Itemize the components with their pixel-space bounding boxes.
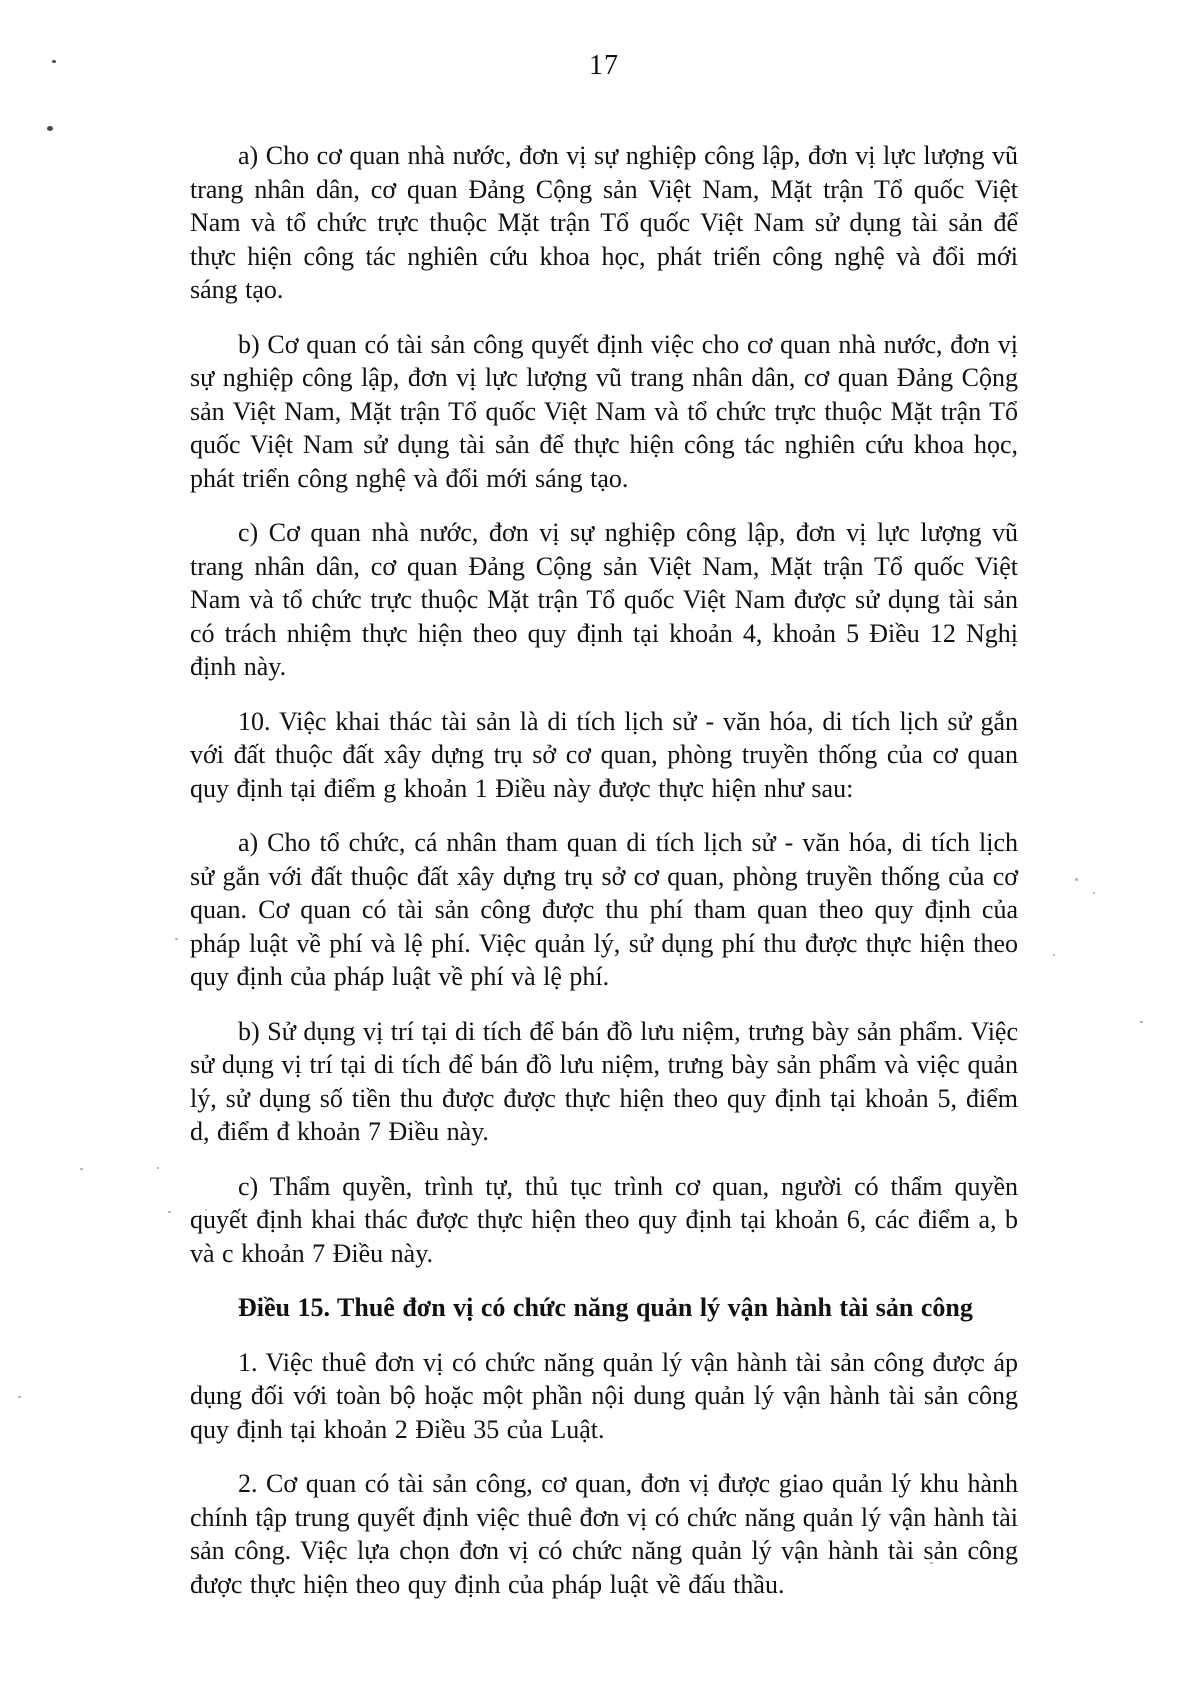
scan-speck bbox=[1075, 878, 1078, 881]
document-body bbox=[190, 139, 1018, 1622]
paragraph-point-c-authority-procedure: c) Thẩm quyền, trình tự, thủ tục trình cơ quan, người có thẩm quyền quyết định khai thác được thực hiện theo quy định tại khoản 6, các điểm a, b và c khoản 7 Điều này. bbox=[190, 1171, 1018, 1268]
scan-speck bbox=[157, 1167, 159, 1169]
scan-speck bbox=[80, 1168, 83, 1170]
paragraph-point-a-research-use: a) Cho cơ quan nhà nước, đơn vị sự nghiệp công lập, đơn vị lực lượng vũ trang nhân dân, cơ quan Đảng Cộng sản Việt Nam, Mặt trận Tổ quốc Việt Nam và tổ chức trực thuộc Mặt trận Tổ quốc Việt Nam sử dụng tài sản để thực hiện công tác nghiên cứu khoa học, phát triển công nghệ và đổi mới sáng tạo. bbox=[190, 141, 1018, 304]
scan-speck bbox=[47, 126, 53, 131]
scan-speck bbox=[1140, 1021, 1143, 1023]
scan-speck bbox=[52, 60, 56, 63]
scan-speck bbox=[175, 938, 178, 940]
paragraph-clause-1-hiring-scope: 1. Việc thuê đơn vị có chức năng quản lý vận hành tài sản công được áp dụng đối với toàn bộ hoặc một phần nội dung quản lý vận hành tài sản công quy định tại khoản 2 Điều 35 của Luật. bbox=[190, 1347, 1018, 1444]
scan-speck bbox=[205, 1209, 207, 1211]
scan-speck bbox=[191, 949, 194, 951]
paragraph-clause-2-hiring-decision: 2. Cơ quan có tài sản công, cơ quan, đơn vị được giao quản lý khu hành chính tập trung quyết định việc thuê đơn vị có chức năng quản lý vận hành tài sản công. Việc lựa chọn đơn vị có chức năng quản lý vận hành tài sản công được thực hiện theo quy định của pháp luật về đấu thầu. bbox=[190, 1469, 1018, 1599]
paragraph-point-c-responsibility: c) Cơ quan nhà nước, đơn vị sự nghiệp công lập, đơn vị lực lượng vũ trang nhân dân, cơ quan Đảng Cộng sản Việt Nam, Mặt trận Tổ quốc Việt Nam và tổ chức trực thuộc Mặt trận Tổ quốc Việt Nam được sử dụng tài sản có trách nhiệm thực hiện theo quy định tại khoản 4, khoản 5 Điều 12 Nghị định này. bbox=[190, 518, 1018, 681]
scan-speck bbox=[18, 1396, 21, 1398]
paragraph-point-b-decision: b) Cơ quan có tài sản công quyết định việc cho cơ quan nhà nước, đơn vị sự nghiệp công lập, đơn vị lực lượng vũ trang nhân dân, cơ quan Đảng Cộng sản Việt Nam, Mặt trận Tổ quốc Việt Nam và tổ chức trực thuộc Mặt trận Tổ quốc Việt Nam sử dụng tài sản để thực hiện công tác nghiên cứu khoa học, phát triển công nghệ và đổi mới sáng tạo. bbox=[190, 329, 1018, 493]
scan-speck bbox=[168, 1211, 171, 1213]
paragraph-point-b-souvenir-sales: b) Sử dụng vị trí tại di tích để bán đồ lưu niệm, trưng bày sản phẩm. Việc sử dụng vị trí tại di tích để bán đồ lưu niệm, trưng bày sản phẩm và việc quản lý, sử dụng số tiền thu được được thực hiện theo quy định tại khoản 5, điểm d, điểm đ khoản 7 Điều này. bbox=[190, 1016, 1018, 1146]
article-15-heading: Điều 15. Thuê đơn vị có chức năng quản lý vận hành tài sản công bbox=[238, 1293, 973, 1322]
scan-speck bbox=[1053, 954, 1055, 956]
page-number: 17 bbox=[589, 50, 619, 81]
scan-speck bbox=[930, 1562, 933, 1564]
paragraph-point-a-visiting-relics: a) Cho tổ chức, cá nhân tham quan di tích lịch sử - văn hóa, di tích lịch sử gắn với đất thuộc đất xây dựng trụ sở cơ quan, phòng truyền thống của cơ quan. Cơ quan có tài sản công được thu phí tham quan theo quy định của pháp luật về phí và lệ phí. Việc quản lý, sử dụng phí thu được thực hiện theo quy định của pháp luật về phí và lệ phí. bbox=[190, 828, 1018, 991]
paragraph-clause-10-intro: 10. Việc khai thác tài sản là di tích lịch sử - văn hóa, di tích lịch sử gắn với đất thuộc đất xây dựng trụ sở cơ quan, phòng truyền thống của cơ quan quy định tại điểm g khoản 1 Điều này được thực hiện như sau: bbox=[190, 706, 1018, 803]
scan-speck bbox=[1093, 892, 1095, 894]
